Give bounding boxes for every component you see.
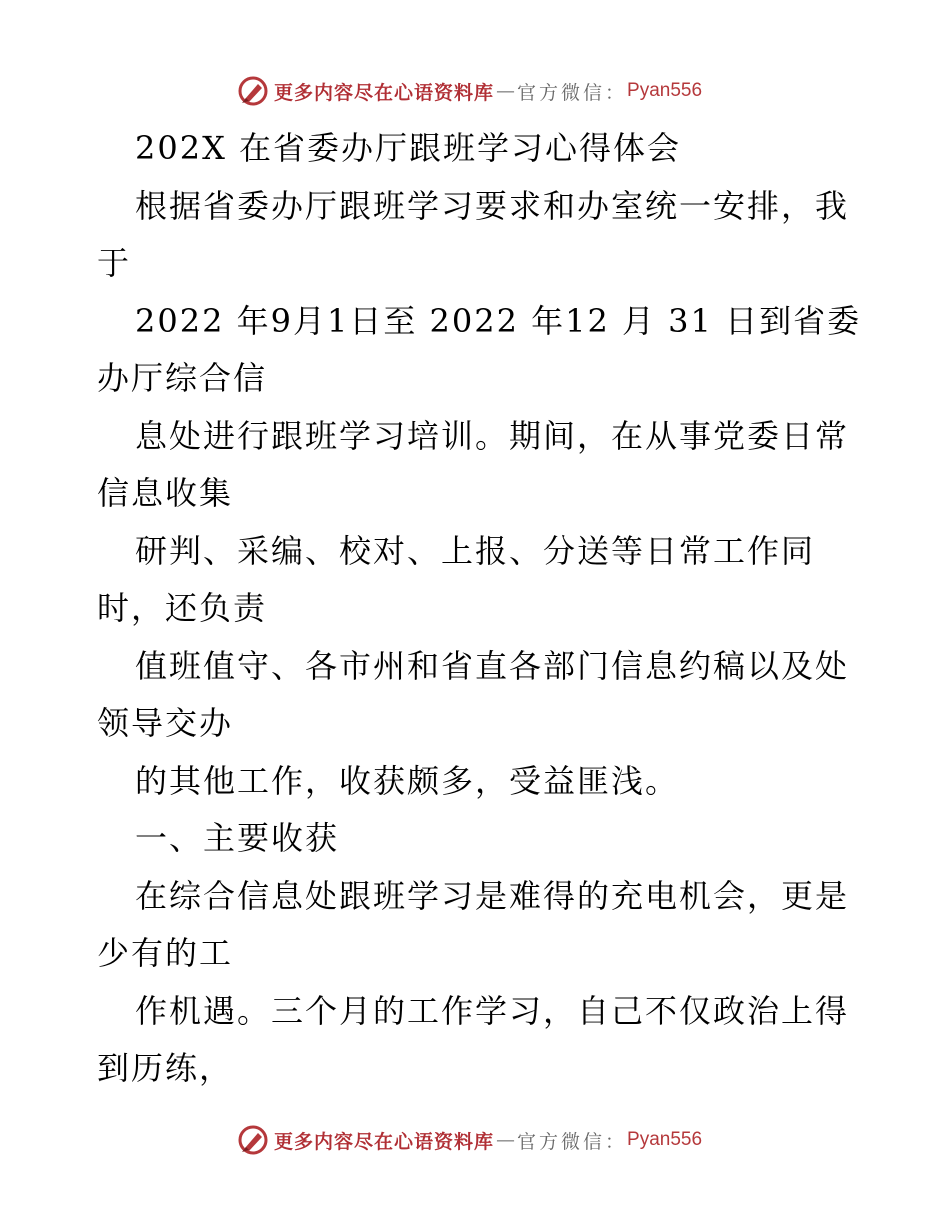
text-line: 的其他工作，收获颇多，受益匪浅。 <box>135 761 680 800</box>
text-line: 办厅综合信 <box>97 359 268 397</box>
watermark-dash: — <box>496 80 516 102</box>
text-line: 于 <box>97 244 132 282</box>
watermark-text: 更多内容尽在心语资料库 <box>274 1130 495 1153</box>
watermark-wechat-id: Pyan556 <box>627 80 703 101</box>
text-line: 到历练， <box>97 1049 234 1087</box>
text-line: 息处进行跟班学习培训。期间，在从事党委日常 <box>135 416 850 455</box>
text-line: 作机遇。三个月的工作学习，自己不仅政治上得 <box>135 991 850 1030</box>
watermark-dash: — <box>496 1129 516 1151</box>
document-title: 202X 在省委办厅跟班学习心得体会 <box>135 129 682 167</box>
pen-logo-icon <box>236 1123 270 1157</box>
watermark-wechat-label: 官方微信： <box>517 81 628 104</box>
watermark-wechat-label: 官方微信： <box>517 1130 628 1153</box>
text-line: 时，还负责 <box>97 589 268 627</box>
text-line: 一、主要收获 <box>135 819 340 857</box>
text-line: 2022 年9月1日至 2022 年12 月 31 日到省委 <box>135 301 862 340</box>
document-body <box>97 120 862 1098</box>
text-line: 研判、采编、校对、上报、分送等日常工作同 <box>135 531 816 570</box>
text-line: 少有的工 <box>97 934 234 972</box>
watermark-text: 更多内容尽在心语资料库 <box>274 81 495 104</box>
text-line: 信息收集 <box>97 474 234 512</box>
text-line: 领导交办 <box>97 704 234 742</box>
text-line: 值班值守、各市州和省直各部门信息约稿以及处 <box>135 646 850 685</box>
watermark-footer <box>236 1122 702 1158</box>
watermark-wechat-id: Pyan556 <box>627 1129 703 1150</box>
text-line: 在综合信息处跟班学习是难得的充电机会，更是 <box>135 876 850 915</box>
pen-logo-icon <box>236 74 270 108</box>
text-line: 根据省委办厅跟班学习要求和办室统一安排，我 <box>135 186 850 225</box>
watermark-header <box>236 73 702 109</box>
